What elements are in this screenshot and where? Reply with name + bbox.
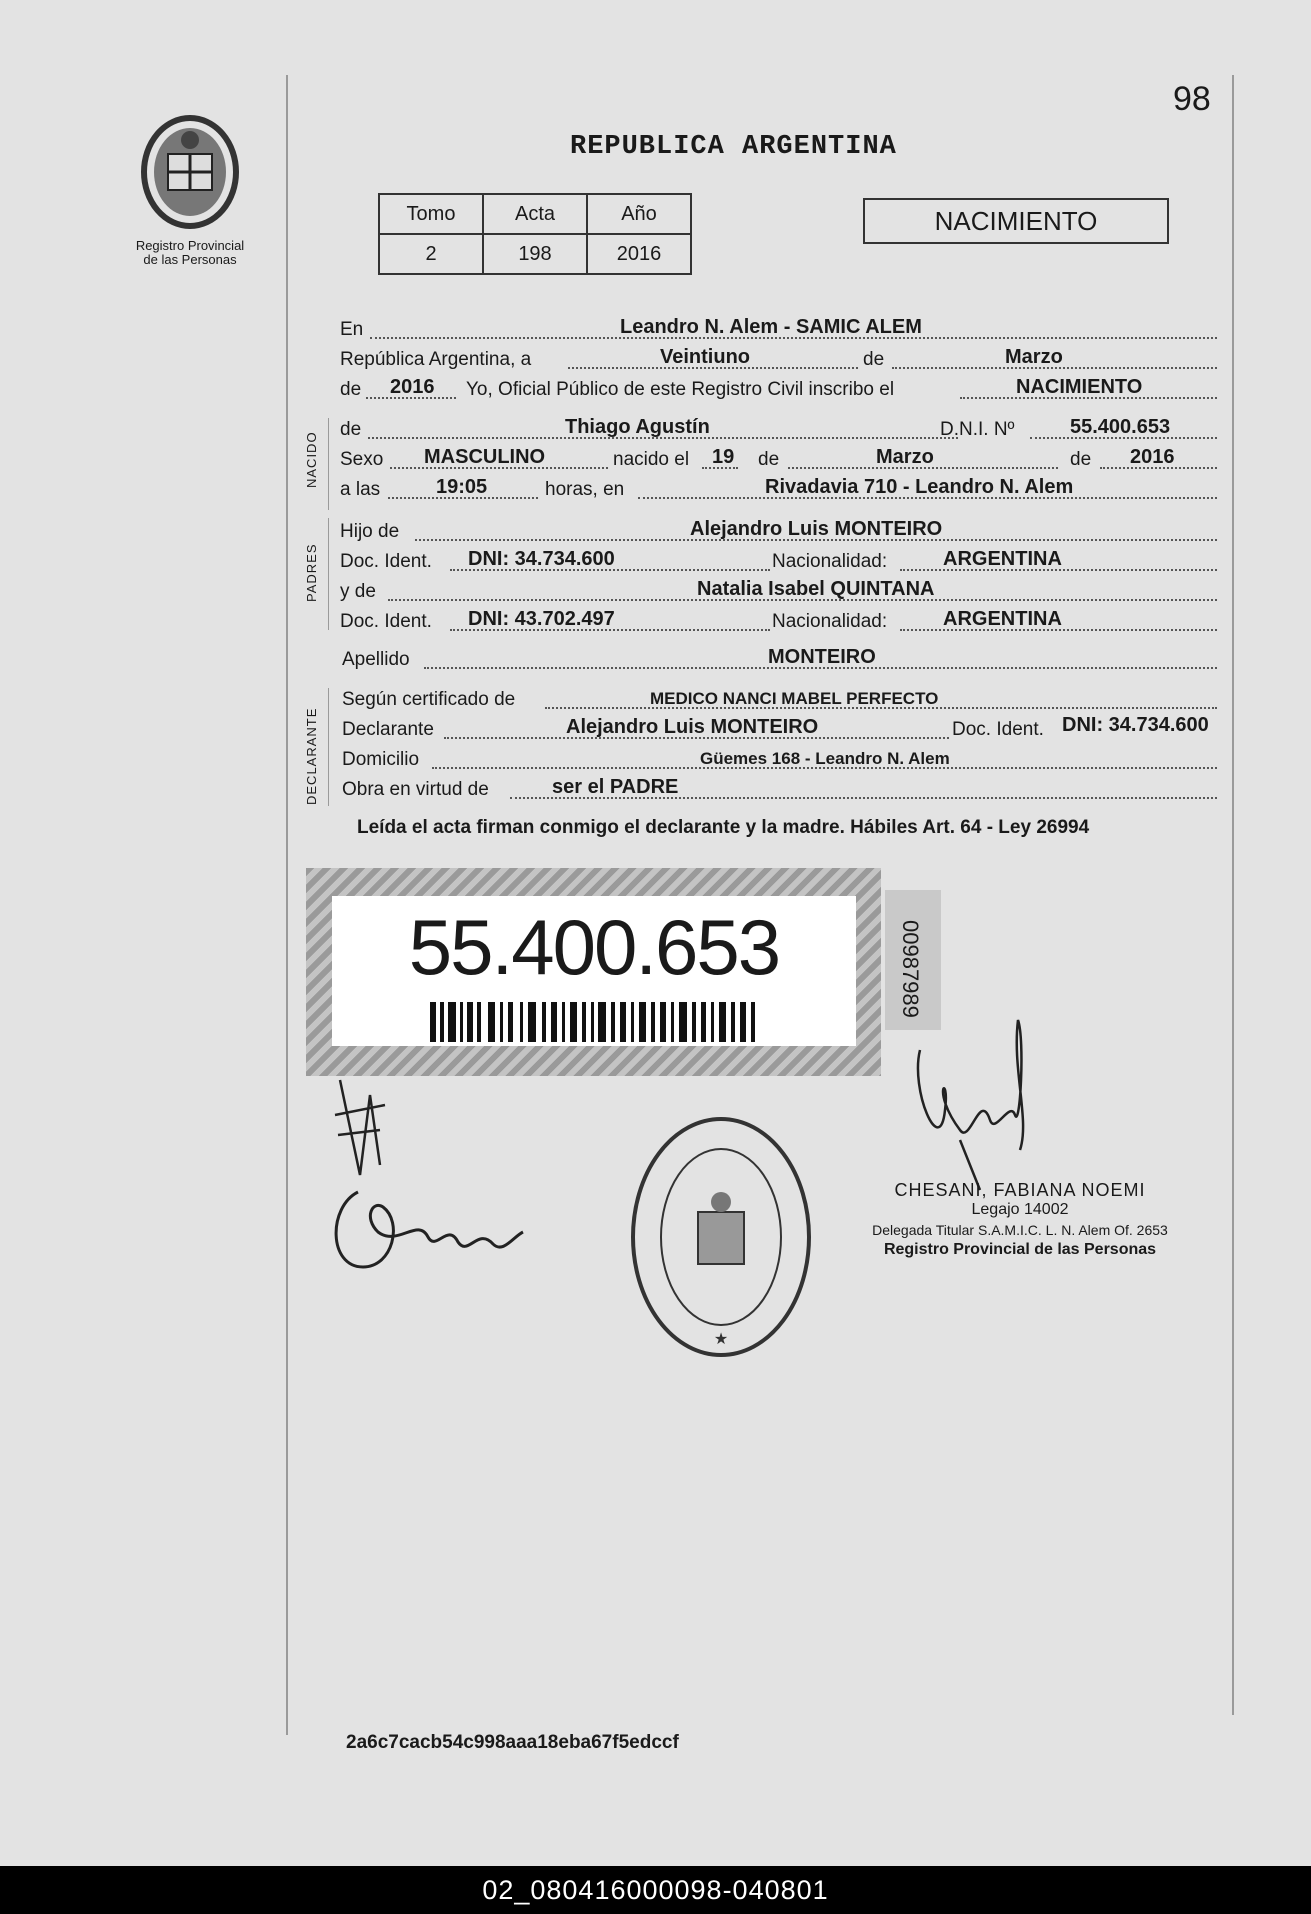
father-nat: ARGENTINA <box>943 548 1062 570</box>
header-acta: Acta <box>483 194 587 234</box>
nacido-side-label: NACIDO <box>304 431 319 488</box>
nacido-el-label: nacido el <box>613 449 690 470</box>
row-certificado <box>340 685 1217 715</box>
doc3-label: Doc. Ident. <box>952 719 1044 740</box>
padres-side-label: PADRES <box>304 543 319 602</box>
de5-label: de <box>1070 449 1092 470</box>
svg-text:★: ★ <box>713 1331 729 1348</box>
en-label: En <box>340 319 364 340</box>
birth-year: 2016 <box>1130 446 1175 468</box>
declarant-signature-icon <box>330 1075 390 1185</box>
time-value: 19:05 <box>436 476 488 498</box>
row-time <box>340 475 1217 505</box>
mother-nat: ARGENTINA <box>943 608 1062 630</box>
mother-value: Natalia Isabel QUINTANA <box>697 578 935 600</box>
record-type-box: NACIMIENTO <box>863 198 1169 244</box>
document-hash: 2a6c7cacb54c998aaa18eba67f5edccf <box>346 1732 679 1753</box>
row-sexo <box>340 445 1217 475</box>
day-value: Veintiuno <box>660 346 750 368</box>
row-republica <box>340 345 1217 375</box>
sexo-label: Sexo <box>340 449 384 470</box>
certificado-label: Según certificado de <box>342 689 516 710</box>
nac2-label: Nacionalidad: <box>772 611 888 632</box>
de3-label: de <box>340 419 362 440</box>
birth-month: Marzo <box>876 446 934 468</box>
apellido-label: Apellido <box>342 649 410 670</box>
value-ano: 2016 <box>587 234 691 274</box>
doc1-label: Doc. Ident. <box>340 551 432 572</box>
row-obra <box>340 775 1217 805</box>
registry-table <box>378 193 692 275</box>
official-name: CHESANI, FABIANA NOEMI <box>894 1180 1146 1200</box>
serial-code: 00987989 <box>898 920 923 1018</box>
domicilio-label: Domicilio <box>342 749 420 770</box>
registry-stamp-icon <box>626 1112 816 1362</box>
seal-caption-2: de las Personas <box>143 252 237 267</box>
dni-value: 55.400.653 <box>1070 416 1171 438</box>
barcode-sticker <box>306 868 881 1076</box>
apellido-value: MONTEIRO <box>768 646 876 668</box>
declarante-side-label: DECLARANTE <box>304 707 319 805</box>
seal-caption-1: Registro Provincial <box>135 238 245 253</box>
row-father-doc <box>340 547 1217 577</box>
barcode-bars-icon <box>430 1002 760 1042</box>
left-margin-line <box>286 75 288 1735</box>
sexo-value: MASCULINO <box>424 446 546 468</box>
official-office: Registro Provincial de las Personas <box>883 1241 1157 1258</box>
domicilio-value: Güemes 168 - Leandro N. Alem <box>700 749 950 768</box>
declarante-label: Declarante <box>342 719 434 740</box>
page-number: 98 <box>1173 80 1211 118</box>
birth-day: 19 <box>712 446 735 468</box>
header-ano: Año <box>587 194 691 234</box>
row-name <box>340 415 1217 445</box>
place-value: Rivadavia 710 - Leandro N. Alem <box>765 476 1074 498</box>
republica-label: República Argentina, a <box>340 349 532 370</box>
hijo-label: Hijo de <box>340 521 400 542</box>
year-value: 2016 <box>390 376 435 398</box>
oficial-text: Yo, Oficial Público de este Registro Civil inscribo el <box>466 379 895 400</box>
declarante-doc: DNI: 34.734.600 <box>1062 714 1209 736</box>
official-legajo: Legajo 14002 <box>971 1201 1069 1218</box>
declarante-value: Alejandro Luis MONTEIRO <box>566 716 819 738</box>
father-value: Alejandro Luis MONTEIRO <box>690 518 943 540</box>
row-father <box>340 517 1217 547</box>
father-doc: DNI: 34.734.600 <box>468 548 615 570</box>
inscribo-value: NACIMIENTO <box>1016 376 1143 398</box>
mother-signature-icon <box>328 1182 528 1277</box>
obra-label: Obra en virtud de <box>342 779 489 800</box>
province-seal-icon <box>130 110 250 230</box>
province-seal <box>120 110 260 280</box>
row-apellido <box>340 645 1217 675</box>
horas-label: horas, en <box>545 479 625 500</box>
dni-label: D.N.I. Nº <box>940 419 1015 440</box>
row-mother-doc <box>340 607 1217 637</box>
value-acta: 198 <box>483 234 587 274</box>
serial-code-tag <box>885 890 941 1030</box>
en-value: Leandro N. Alem - SAMIC ALEM <box>620 316 922 338</box>
row-mother <box>340 577 1217 607</box>
official-signature-icon <box>900 1010 1060 1200</box>
mother-doc: DNI: 43.702.497 <box>468 608 615 630</box>
de-label: de <box>863 349 885 370</box>
value-tomo: 2 <box>379 234 483 274</box>
certificado-value: MEDICO NANCI MABEL PERFECTO <box>650 689 939 708</box>
obra-value: ser el PADRE <box>552 776 679 798</box>
file-id: 02_080416000098-040801 <box>482 1874 829 1905</box>
official-block <box>855 1180 1185 1260</box>
header-tomo: Tomo <box>379 194 483 234</box>
official-role: Delegada Titular S.A.M.I.C. L. N. Alem Of. 2653 <box>872 1222 1168 1238</box>
row-year <box>340 375 1217 405</box>
nac1-label: Nacionalidad: <box>772 551 888 572</box>
document-title: REPUBLICA ARGENTINA <box>570 132 897 162</box>
row-en <box>340 315 1217 345</box>
closing-statement: Leída el acta firman conmigo el declarante y la madre. Hábiles Art. 64 - Ley 26994 <box>357 817 1090 838</box>
de2-label: de <box>340 379 362 400</box>
row-declarante <box>340 715 1217 745</box>
file-id-bar <box>0 1866 1311 1914</box>
yde-label: y de <box>340 581 376 602</box>
doc2-label: Doc. Ident. <box>340 611 432 632</box>
name-value: Thiago Agustín <box>565 416 710 438</box>
a-las-label: a las <box>340 479 381 500</box>
row-domicilio <box>340 745 1217 775</box>
de4-label: de <box>758 449 780 470</box>
month-value: Marzo <box>1005 346 1063 368</box>
barcode-number: 55.400.653 <box>408 903 780 991</box>
registry-stamp <box>626 1112 816 1362</box>
right-margin-line <box>1232 75 1234 1715</box>
